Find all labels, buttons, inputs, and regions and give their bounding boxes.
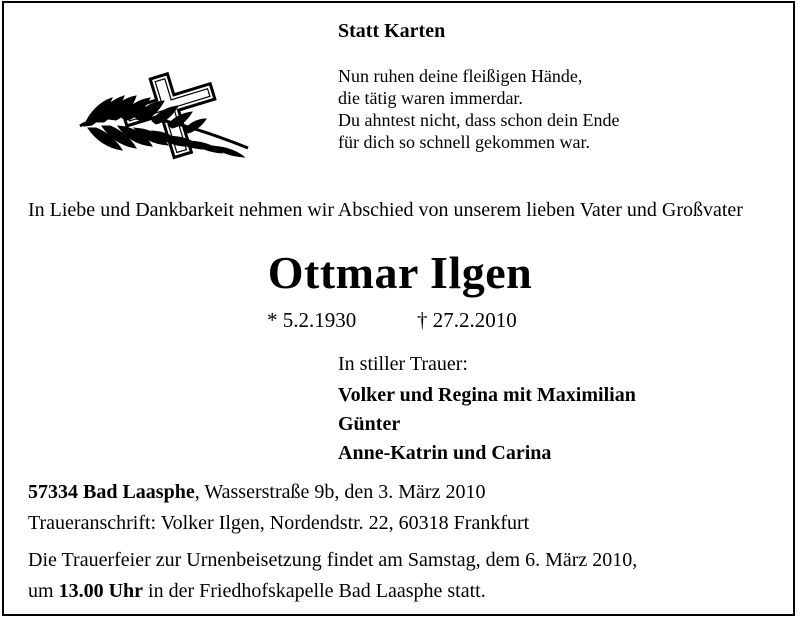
mourner-name: Volker und Regina mit Maximilian	[338, 384, 636, 406]
cross-with-palm-frond-icon	[78, 68, 253, 164]
notice-heading: Statt Karten	[338, 20, 446, 42]
intro-text: In Liebe und Dankbarkeit nehmen wir Abschied von unserem lieben Vater und Großvater	[28, 199, 743, 221]
deceased-name: Ottmar Ilgen	[267, 247, 533, 298]
poem-line: Nun ruhen deine fleißigen Hände,	[338, 66, 583, 86]
ceremony-line-2	[28, 580, 486, 603]
ceremony-time: 13.00 Uhr	[58, 580, 144, 602]
mourner-name: Anne-Katrin und Carina	[338, 442, 552, 464]
ceremony-suffix: in der Friedhofskapelle Bad Laasphe statt.	[143, 580, 486, 602]
birth-date: * 5.2.1930	[267, 308, 357, 332]
mourners-label: In stiller Trauer:	[338, 353, 468, 375]
poem	[338, 65, 619, 153]
place-address-date: , Wasserstraße 9b, den 3. März 2010	[194, 481, 486, 503]
poem-line: die tätig waren immerdar.	[338, 88, 523, 108]
ceremony-line-1: Die Trauerfeier zur Urnenbeisetzung findet am Samstag, dem 6. März 2010,	[28, 549, 638, 571]
place-date-line	[28, 481, 485, 504]
mourning-address: Traueranschrift: Volker Ilgen, Nordendstr. 22, 60318 Frankfurt	[28, 512, 530, 534]
poem-line: für dich so schnell gekommen war.	[338, 132, 590, 152]
mourner-name: Günter	[338, 413, 401, 435]
poem-line: Du ahntest nicht, dass schon dein Ende	[338, 110, 620, 130]
place-name: 57334 Bad Laasphe	[28, 481, 195, 503]
ceremony-prefix: um	[28, 580, 59, 602]
death-date: † 27.2.2010	[417, 308, 517, 332]
